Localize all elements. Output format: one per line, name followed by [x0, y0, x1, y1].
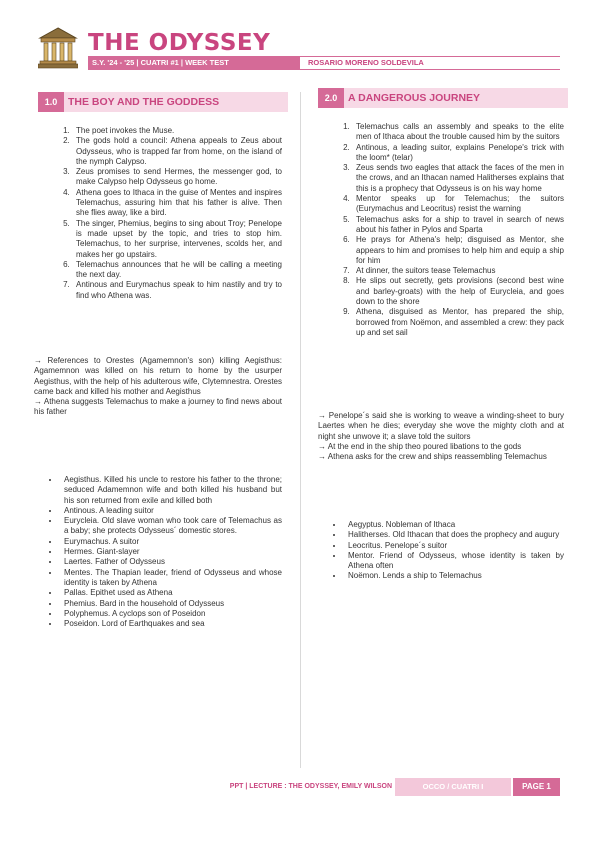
section-1-characters — [34, 475, 282, 629]
section-1-title: THE BOY AND THE GODDESS — [68, 96, 220, 108]
section-1-steps — [50, 126, 282, 301]
list-item: • Leocritus. Penelope´s suitor — [344, 541, 564, 551]
footer-lecture: PPT | LECTURE : THE ODYSSEY, EMILY WILSON — [229, 783, 392, 790]
section-2-number: 2.0 — [318, 88, 344, 108]
section-1-header — [38, 92, 288, 112]
author-name: ROSARIO MORENO SOLDEVILA — [300, 56, 560, 70]
note-crew: → Athena asks for the crew and ships reassembling Telemachus — [318, 452, 547, 462]
list-item: • Noëmon. Lends a ship to Telemachus — [344, 571, 564, 581]
section-2-characters — [318, 520, 564, 582]
list-item: 5. Telemachus asks for a ship to travel in search of news about his father in Pylos and Sparta — [352, 215, 564, 236]
list-item: 6. Telemachus announces that he will be calling a meeting the next day. — [72, 260, 282, 281]
section-2-notes — [318, 411, 564, 462]
list-item: • Pallas. Epithet used as Athena — [60, 588, 282, 598]
note-loom: → Penelope´s said she is working to weave a winding-sheet to bury Laertes when he dies; everyday she wove the mighty cloth and at night she unwove it; a slave told the suitors — [318, 411, 564, 441]
list-item: 4. Mentor speaks up for Telemachus; the suitors (Eurymachus and Leocritus) resist the warning — [352, 194, 564, 215]
note-orestes: → References to Orestes (Agamemnon's son) killing Aegisthus: Agamemnon was killed on his return to home by the usurper Aegisthus, with the help of his adulterous wife, Clytemnestra. Orestes came back and killed his mother and Aegisthus — [34, 356, 282, 396]
list-item: 3. Zeus promises to send Hermes, the messenger god, to make Calypso help Odysseus go home. — [72, 167, 282, 188]
list-item: 4. Athena goes to Ithaca in the guise of Mentes and inspires Telemachus, assuring him that his father is alive. Then she flies away, like a bird. — [72, 188, 282, 219]
characters-list — [318, 520, 564, 582]
school-year-bar: S.Y. '24 - '25 | CUATRI #1 | WEEK TEST — [88, 56, 300, 70]
greek-temple-icon — [38, 26, 78, 70]
list-item: • Poseidon. Lord of Earthquakes and sea — [60, 619, 282, 629]
characters-list — [34, 475, 282, 629]
list-item: • Eurycleia. Old slave woman who took care of Telemachus as a baby; she protects Odysseus´ domestic stores. — [60, 516, 282, 537]
list-item: 1. The poet invokes the Muse. — [72, 126, 282, 136]
list-item: 2. The gods hold a council: Athena appeals to Zeus about Odysseus, who is trapped far from home, on the island of the nymph Calypso. — [72, 136, 282, 167]
page-number: PAGE 1 — [513, 778, 560, 796]
note-journey: → Athena suggests Telemachus to make a journey to find news about his father — [34, 397, 282, 417]
list-item: 7. At dinner, the suitors tease Telemachus — [352, 266, 564, 276]
list-item: • Eurymachus. A suitor — [60, 537, 282, 547]
note-libations: → At the end in the ship theo poured libations to the gods — [318, 441, 522, 451]
list-item: • Mentes. The Thapian leader, friend of Odysseus and whose identity is taken by Athena — [60, 568, 282, 589]
footer-course: OCCO / CUATRI I — [395, 778, 511, 796]
list-item: 6. He prays for Athena's help; disguised as Mentor, she appears to him and promises to help him and equip a ship for him — [352, 235, 564, 266]
section-1-notes — [34, 356, 282, 418]
list-item: • Aegisthus. Killed his uncle to restore his father to the throne; seduced Adamemnon wife and both killed his husband but his son returned from exile and killed both — [60, 475, 282, 506]
list-item: 1. Telemachus calls an assembly and speaks to the elite men of Ithaca about the trouble caused him by the suitors — [352, 122, 564, 143]
section-1-body — [50, 126, 282, 301]
list-item: • Aegyptus. Nobleman of Ithaca — [344, 520, 564, 530]
list-item: • Laertes. Father of Odysseus — [60, 557, 282, 567]
list-item: 7. Antinous and Eurymachus speak to him nastily and try to find who Athena was. — [72, 280, 282, 301]
list-item: 3. Zeus sends two eagles that attack the faces of the men in the crows, and an Ithacan named Halitherses explains that this is a prophecy that Odysseus is on his way home — [352, 163, 564, 194]
document-title: THE ODYSSEY — [88, 30, 271, 56]
section-2-header — [318, 88, 568, 108]
section-1-number: 1.0 — [38, 92, 64, 112]
list-item: • Phemius. Bard in the household of Odysseus — [60, 599, 282, 609]
list-item: 5. The singer, Phemius, begins to sing about Troy; Penelope is made upset by the topic, and tries to stop him. Telemachus, to her surprise, intervenes, scolds her, and makes her go upstairs. — [72, 219, 282, 260]
list-item: 9. Athena, disguised as Mentor, has prepared the ship, borrowed from Noëmon, and assembled a crew: they pack up and set sail — [352, 307, 564, 338]
list-item: • Antinous. A leading suitor — [60, 506, 282, 516]
section-2-steps — [330, 122, 564, 338]
section-2-body — [330, 122, 564, 338]
section-2-title: A DANGEROUS JOURNEY — [348, 92, 481, 104]
column-divider — [300, 92, 301, 768]
list-item: • Hermes. Giant-slayer — [60, 547, 282, 557]
list-item: • Mentor. Friend of Odysseus, whose identity is taken by Athena often — [344, 551, 564, 572]
list-item: 2. Antinous, a leading suitor, explains Penelope's trick with the loom* (telar) — [352, 143, 564, 164]
list-item: 8. He slips out secretly, gets provisions (second best wine and barley-groats) with the help of Eurycleia, and goes down to the shore — [352, 276, 564, 307]
list-item: • Halitherses. Old Ithacan that does the prophecy and augury — [344, 530, 564, 540]
list-item: • Polyphemus. A cyclops son of Poseidon — [60, 609, 282, 619]
